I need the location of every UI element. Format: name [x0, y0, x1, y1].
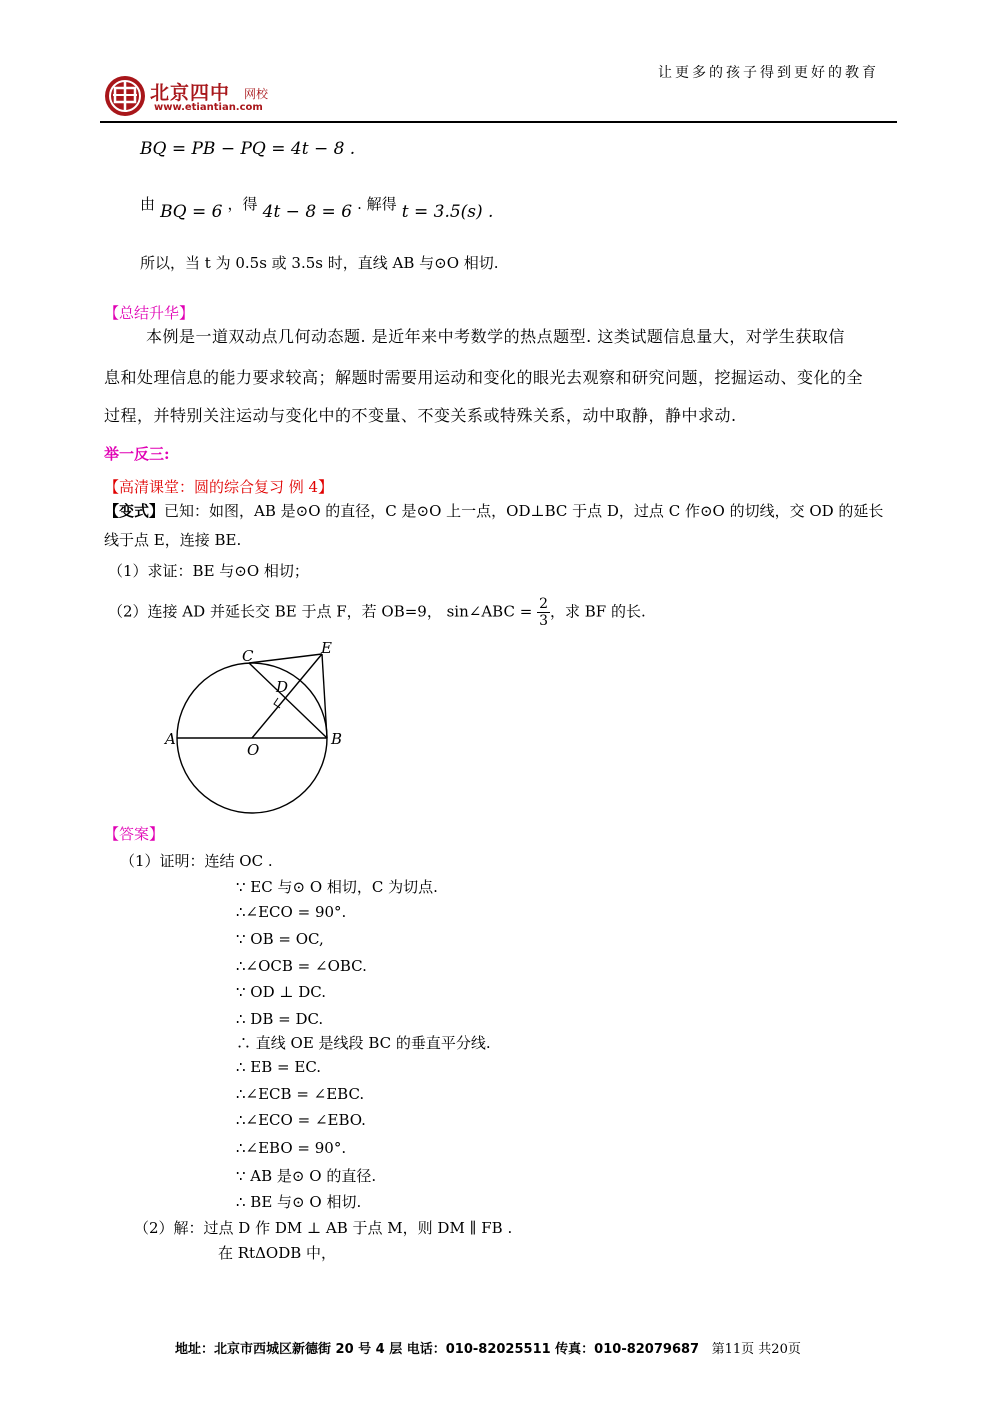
variant-label: 【变式】: [104, 502, 165, 520]
fraction-numerator: 2: [539, 596, 548, 612]
given-mid: ，得: [227, 195, 258, 213]
summary-line-1: 本例是一道双动点几何动态题. 是近年来中考数学的热点题型. 这类试题信息量大，对学生获取信: [146, 327, 845, 346]
logo-net: 网校: [244, 87, 269, 101]
conclusion: 所以，当 t 为 0.5s 或 3.5s 时，直线 AB 与⊙O 相切.: [140, 254, 499, 272]
summary-heading: 【总结升华】: [104, 304, 195, 322]
summary-line-3: 过程，并特别关注运动与变化中的不变量、不变关系或特殊关系，动中取静，静中求动.: [104, 406, 737, 425]
answer-intro: （1）证明：连结 OC .: [120, 852, 273, 870]
proof-step-4: ∴∠OCB = ∠OBC.: [236, 957, 367, 975]
fraction-two-thirds: [537, 596, 550, 629]
proof-step-2: ∴∠ECO = 90°.: [236, 903, 347, 921]
given-eq2: 4t − 8 = 6: [262, 202, 353, 222]
header-slogan: 让更多的孩子得到更好的教育: [658, 65, 879, 81]
proof-step-3: ∵ OB = OC,: [236, 930, 324, 948]
tangent-ce: [249, 654, 322, 663]
header-divider: [100, 121, 897, 123]
footer-page: 第11页 共20页: [711, 1342, 801, 1357]
answer-part-2-next: 在 RtΔODB 中，: [218, 1244, 337, 1262]
logo-url: www.etiantian.com: [154, 102, 263, 113]
proof-step-7: ∴ 直线 OE 是线段 BC 的垂直平分线.: [236, 1034, 491, 1052]
footer: [175, 1338, 801, 1357]
question-2: [108, 596, 646, 629]
problem-line-1: [104, 500, 883, 521]
proof-step-11: ∴∠EBO = 90°.: [236, 1139, 347, 1157]
proof-step-10: ∴∠ECO = ∠EBO.: [236, 1111, 366, 1129]
given-eq3: t = 3.5(s) .: [401, 202, 494, 222]
question-2-b: ，求 BF 的长.: [549, 602, 646, 621]
label-a: A: [165, 730, 176, 748]
summary-line-2: 息和处理信息的能力要求较高；解题时需要用运动和变化的眼光去观察和研究问题，挖掘运动、变化的全: [104, 368, 864, 387]
proof-step-5: ∵ OD ⊥ DC.: [236, 983, 327, 1001]
practice-heading: 举一反三:: [104, 445, 170, 463]
proof-step-6: ∴ DB = DC.: [236, 1010, 324, 1028]
proof-step-13: ∴ BE 与⊙ O 相切.: [236, 1193, 362, 1211]
question-2-sin: sin∠ABC =: [446, 602, 533, 621]
given-line: [140, 193, 494, 222]
label-e: E: [321, 639, 332, 657]
problem-line-2: 线于点 E，连接 BE.: [104, 531, 242, 549]
class-link: 【高清课堂：圆的综合复习 例 4】: [104, 478, 334, 496]
given-prefix: 由: [140, 195, 156, 213]
given-eq1: BQ = 6: [160, 202, 223, 222]
fraction-denominator: 3: [539, 613, 548, 629]
segment-oe: [252, 654, 322, 738]
proof-step-8: ∴ EB = EC.: [236, 1058, 322, 1076]
label-d: D: [276, 678, 289, 696]
segment-eb: [322, 654, 327, 738]
proof-step-9: ∴∠ECB = ∠EBC.: [236, 1085, 365, 1103]
label-c: C: [242, 647, 254, 665]
logo-icon: [103, 74, 147, 118]
given-solve: . 解得: [357, 195, 397, 213]
problem-text-1: 已知：如图，AB 是⊙O 的直径，C 是⊙O 上一点，OD⊥BC 于点 D，过点 C 作⊙O 的切线，交 OD 的延长: [164, 502, 884, 520]
question-1: （1）求证：BE 与⊙O 相切；: [108, 562, 309, 580]
answer-part-2: （2）解：过点 D 作 DM ⊥ AB 于点 M，则 DM ∥ FB .: [134, 1219, 513, 1237]
proof-step-1: ∵ EC 与⊙ O 相切，C 为切点.: [236, 878, 438, 896]
footer-address: 地址：北京市西城区新德街 20 号 4 层 电话：010-82025511 传真：010-82079687: [175, 1342, 700, 1357]
equation-bq: BQ = PB − PQ = 4t − 8 .: [140, 139, 356, 159]
answer-heading: 【答案】: [104, 825, 165, 843]
proof-step-12: ∵ AB 是⊙ O 的直径.: [236, 1167, 377, 1185]
label-b: B: [331, 730, 343, 748]
geometry-figure: [150, 638, 360, 820]
question-2-a: （2）连接 AD 并延长交 BE 于点 F，若 OB=9，: [108, 602, 442, 621]
logo-text: 北京四中: [150, 82, 231, 104]
label-o: O: [247, 741, 260, 759]
